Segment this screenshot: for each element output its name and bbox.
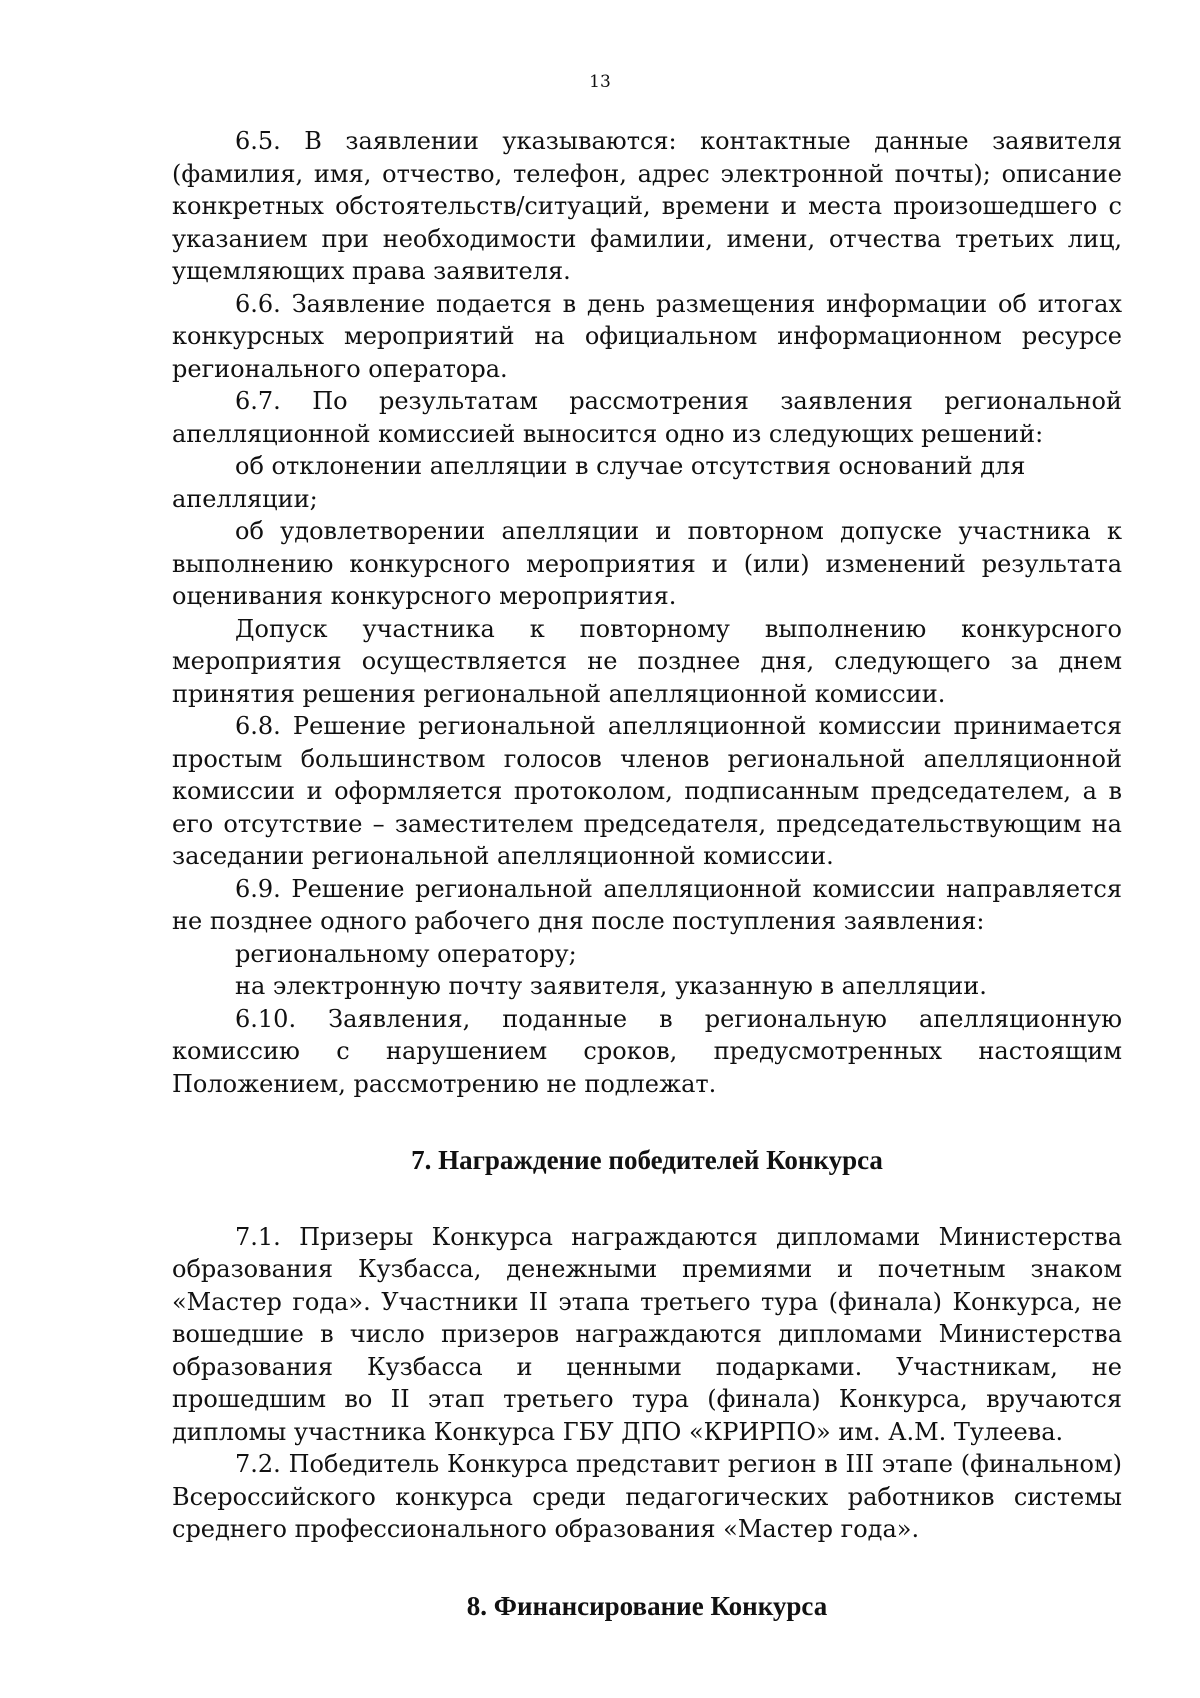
- paragraph-7-1: 7.1. Призеры Конкурса награждаются дипломами Министерства образования Кузбасса, денежными премиями и почетным знаком «Мастер года». Участники II этапа третьего тура (финала) Конкурса, не вошедшие в число призеров награждаются дипломами Министерства образования Кузбасса и ценными подарками. Участникам, не прошедшим во II этап третьего тура (финала) Конкурса, вручаются дипломы участника Конкурса ГБУ ДПО «КРИРПО» им. А.М. Тулеева.: [172, 1222, 1122, 1446]
- paragraph-6-9: 6.9. Решение региональной апелляционной комиссии направляется не позднее одного рабочего дня после поступления заявления:: [172, 874, 1122, 935]
- decision-option-satisfy: об удовлетворении апелляции и повторном допуске участника к выполнению конкурсного мероприятия и (или) изменений результата оценивания конкурсного мероприятия.: [172, 517, 1122, 610]
- recipient-regional-operator: региональному оператору;: [235, 939, 577, 968]
- paragraph-6-6: 6.6. Заявление подается в день размещения информации об итогах конкурсных мероприятий на официальном информационном ресурсе регионального оператора.: [172, 289, 1122, 383]
- recipient-applicant-email: на электронную почту заявителя, указанную в апелляции.: [235, 972, 987, 1000]
- section-heading-7: 7. Награждение победителей Конкурса: [411, 1145, 883, 1175]
- section-heading-8: 8. Финансирование Конкурса: [466, 1590, 828, 1621]
- paragraph-6-5: 6.5. В заявлении указываются: контактные данные заявителя (фамилия, имя, отчество, телефон, адрес электронной почты); описание конкретных обстоятельств/ситуаций, времени и места произошедшего с указанием при необходимости фамилии, имени, отчества третьих лиц, ущемляющих права заявителя.: [172, 127, 1122, 285]
- document-body: [172, 125, 1122, 1622]
- paragraph-readmission: Допуск участника к повторному выполнению конкурсного мероприятия осуществляется не позднее дня, следующего за днем принятия решения региональной апелляционной комиссии.: [172, 614, 1122, 708]
- paragraph-6-10: 6.10. Заявления, поданные в региональную апелляционную комиссию с нарушением сроков, предусмотренных настоящим Положением, рассмотрению не подлежат.: [172, 1004, 1122, 1098]
- paragraph-6-7: 6.7. По результатам рассмотрения заявления региональной апелляционной комиссией выносится одно из следующих решений:: [172, 387, 1122, 448]
- page-number: 13: [589, 72, 611, 92]
- paragraph-7-2: 7.2. Победитель Конкурса представит регион в III этапе (финальном) Всероссийского конкурса среди педагогических работников системы среднего профессионального образования «Мастер года».: [172, 1450, 1122, 1543]
- paragraph-6-8: 6.8. Решение региональной апелляционной комиссии принимается простым большинством голосов членов региональной апелляционной комиссии и оформляется протоколом, подписанным председателем, а в его отсутствие – заместителем председателя, председательствующим на заседании региональной апелляционной комиссии.: [172, 712, 1122, 870]
- decision-option-reject: об отклонении апелляции в случае отсутствия оснований для апелляции;: [172, 452, 1026, 513]
